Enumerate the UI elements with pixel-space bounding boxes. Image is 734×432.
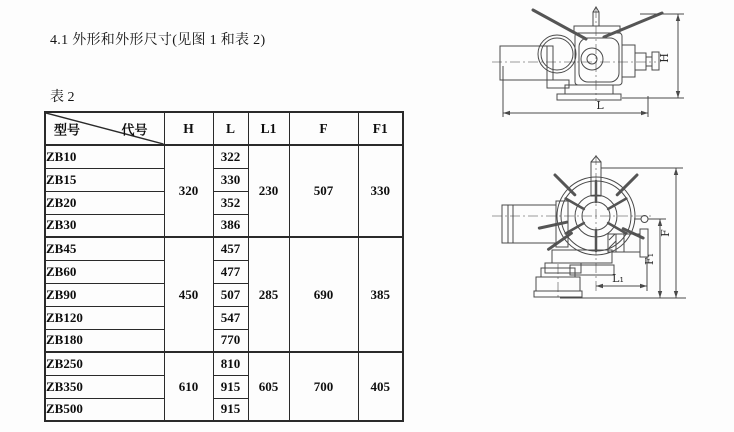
l-cell: 507 [213,283,248,306]
model-cell: ZB10 [45,145,164,168]
model-cell: ZB20 [45,191,164,214]
header-row [45,112,403,145]
l-cell: 352 [213,191,248,214]
l-cell: 547 [213,306,248,329]
l-cell: 477 [213,260,248,283]
col-header-f1: F1 [358,112,403,145]
model-cell: ZB90 [45,283,164,306]
model-cell: ZB30 [45,214,164,237]
corner-row-label: 型号 [54,122,81,137]
model-cell: ZB60 [45,260,164,283]
model-cell: ZB120 [45,306,164,329]
f-cell: 507 [289,145,358,237]
l-cell: 386 [213,214,248,237]
l1-cell: 285 [248,237,289,352]
f1-cell: 405 [358,352,403,421]
model-cell: ZB180 [45,329,164,352]
col-header-l: L [213,112,248,145]
handwheel-lever-left [533,10,586,39]
l-cell: 810 [213,352,248,375]
l-cell: 330 [213,168,248,191]
dim-label-f1: F₁ [643,252,656,266]
f-cell: 700 [289,352,358,421]
model-cell: ZB350 [45,375,164,398]
f1-cell: 330 [358,145,403,237]
front-view-figure [488,152,734,308]
l-cell: 915 [213,398,248,421]
corner-col-label: 代号 [121,122,148,137]
h-cell: 320 [164,145,213,237]
l1-cell: 230 [248,145,289,237]
l-cell: 322 [213,145,248,168]
col-header-h: H [164,112,213,145]
side-view-figure [488,2,734,120]
handwheel-lever-right [604,13,662,37]
dim-label-f: F [659,229,672,237]
f1-cell: 385 [358,237,403,352]
dimensions-table [44,111,404,422]
position-indicator-knob [641,216,648,223]
l-cell: 915 [213,375,248,398]
dim-label-h: H [658,53,671,63]
l-cell: 770 [213,329,248,352]
dim-label-l1: L₁ [612,272,624,285]
model-cell: ZB15 [45,168,164,191]
table-row [45,237,403,260]
corner-header-cell [45,112,164,145]
col-header-l1: L1 [248,112,289,145]
l-cell: 457 [213,237,248,260]
table-row [45,352,403,375]
h-cell: 450 [164,237,213,352]
model-cell: ZB250 [45,352,164,375]
model-cell: ZB500 [45,398,164,421]
f-cell: 690 [289,237,358,352]
col-header-f: F [289,112,358,145]
model-cell: ZB45 [45,237,164,260]
table-caption: 表 2 [50,90,75,105]
l1-cell: 605 [248,352,289,421]
section-heading: 4.1 外形和外形尺寸(见图 1 和表 2) [50,33,266,48]
dim-label-l: L [596,99,604,112]
table-row [45,145,403,168]
h-cell: 610 [164,352,213,421]
